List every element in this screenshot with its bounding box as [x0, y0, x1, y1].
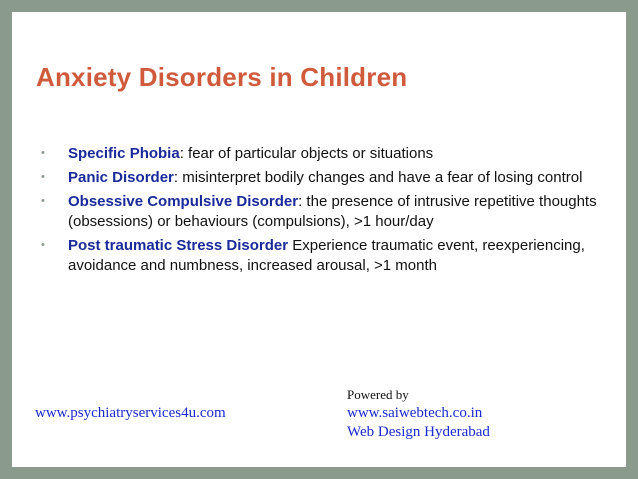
bullet-term: Obsessive Compulsive Disorder	[68, 193, 299, 210]
credit-block	[347, 385, 490, 442]
bullet-term: Specific Phobia	[68, 145, 180, 162]
bullet-text: : the presence of intrusive repetitive thoughts (obsessions) or behaviours (compulsions), >1 hour/day	[68, 193, 597, 230]
bullet-icon: •	[41, 147, 45, 159]
credit-text: Web Design Hyderabad	[347, 424, 490, 440]
bullet-item-ocd	[32, 192, 612, 232]
credit-link[interactable]: www.saiwebtech.co.in	[347, 405, 483, 421]
bullet-text: : misinterpret bodily changes and have a fear of losing control	[173, 169, 583, 186]
bullet-text: : fear of particular objects or situations	[179, 145, 434, 162]
bullet-list	[32, 144, 612, 280]
footer-site-link[interactable]: www.psychiatryservices4u.com	[35, 405, 226, 421]
bullet-term: Post traumatic Stress Disorder	[68, 237, 289, 254]
slide	[12, 12, 626, 467]
bullet-icon: •	[41, 171, 45, 183]
bullet-icon: •	[41, 195, 45, 207]
bullet-term: Panic Disorder	[68, 169, 174, 186]
bullet-item-panic-disorder	[32, 168, 612, 188]
bullet-item-specific-phobia	[32, 144, 612, 164]
slide-title: Anxiety Disorders in Children	[36, 62, 408, 92]
bullet-text: Experience traumatic event, reexperiencing, avoidance and numbness, increased arousal, >1 month	[68, 237, 585, 274]
powered-by-label: Powered by	[347, 387, 409, 402]
bullet-icon: •	[41, 239, 45, 251]
bullet-item-ptsd	[32, 236, 612, 276]
